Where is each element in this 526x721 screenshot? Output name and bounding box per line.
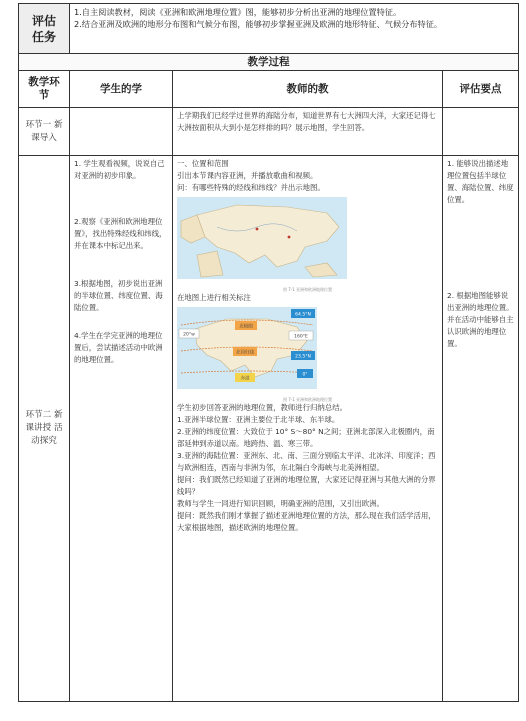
- eval-task-label: [19, 4, 70, 54]
- stage-2-teacher: [173, 156, 443, 702]
- asia-map-1: [177, 197, 347, 279]
- map-1-city-dot: [256, 228, 259, 231]
- stage-1-teacher: 上学期我们已经学过世界的海陆分布，知道世界有七大洲四大洋，大家还记得七大洲按面积从大到小是怎样排的吗？展示地图，学生回答。: [173, 108, 443, 156]
- student-item-1: 1. 学生观看视频，说说自己对亚洲的初步印象。: [74, 159, 165, 180]
- map-2-label-lat2: 23.5°N: [295, 354, 311, 360]
- eval-task-row: [19, 4, 519, 54]
- teacher-line-4: 学生初步回答亚洲的地理位置，教师进行归纳总结。: [177, 403, 347, 412]
- process-title: 教学过程: [19, 54, 519, 71]
- column-header-row: [19, 71, 519, 108]
- stage-1-row: [19, 108, 519, 156]
- stage-1-student: [70, 108, 173, 156]
- header-teacher: 教师的教: [173, 71, 443, 108]
- asia-map-figure-2: [177, 307, 438, 400]
- eval-task-label-text: 评估任务: [31, 13, 56, 44]
- figure-2-caption: 图 7-1 亚洲和欧洲地理位置: [282, 397, 333, 402]
- points-item-1: 1. 能够说出描述地理位置包括半球位置、海陆位置、纬度位置。: [447, 159, 514, 204]
- teacher-line-8: 提问：我们既然已经知道了亚洲的地理位置，大家还记得亚洲与其他大洲的分界线吗？: [177, 475, 436, 496]
- header-points: 评估要点: [443, 71, 519, 108]
- header-stage-text: 教学环节: [28, 76, 60, 101]
- map-2-label-arctic: 北极圈: [239, 324, 253, 330]
- teacher-line-2: 问：有哪些特殊的经线和纬线？并出示地图。: [177, 183, 325, 192]
- stage-2-text: 环节二 新课讲授 活动探究: [25, 410, 63, 446]
- student-item-4: 4.学生在学完亚洲的地理位置后，尝试描述活动中欧洲的地理位置。: [74, 331, 163, 364]
- points-item-2: 2. 根据地图能够说出亚洲的地理位置。并在活动中能够自主认识欧洲的地理位置。: [447, 291, 514, 348]
- student-item-3: 3.根据地图，初步说出亚洲的半球位置、纬度位置、海陆位置。: [74, 279, 163, 312]
- teacher-line-10: 提问：既然我们刚才掌握了描述亚洲地理位置的方法，那么现在我们活学活用，大家根据地图，描述欧洲的地理位置。: [177, 511, 436, 532]
- stage-1-label: [19, 108, 70, 156]
- eval-task-line-1: 1.自主阅读教材，阅读《亚洲和欧洲地理位置》图，能够初步分析出亚洲的地理位置特征。: [74, 7, 402, 17]
- asia-map-figure-1: [177, 197, 438, 290]
- teacher-line-3: 在地图上进行相关标注: [177, 293, 251, 302]
- map-2-label-lon-w: 20°w: [183, 332, 195, 338]
- lesson-plan-table: [18, 3, 519, 702]
- figure-1-caption: 图 7-1 亚洲和欧洲地理位置: [282, 287, 333, 292]
- eval-task-line-2: 2.结合亚洲及欧洲的地形分布图和气候分布图，能够初步掌握亚洲及欧洲的地形特征、气候分布特征。: [74, 19, 443, 29]
- teacher-line-6: 2.亚洲的纬度位置：大致位于 10° S～80° N之间；亚洲北部深入北极圈内，南部延伸到赤道以南。地跨热、温、寒三带。: [177, 427, 435, 448]
- stage-1-text: 环节一 新课导入: [25, 119, 63, 143]
- map-2-label-zero: 0°: [302, 372, 308, 378]
- student-item-2: 2.观察《亚洲和欧洲地理位置》，找出特殊经线和纬线，并在课本中标记出来。: [74, 217, 167, 250]
- eval-task-content: [70, 4, 519, 54]
- map-2-label-tropic: 北回归线: [236, 350, 254, 356]
- map-1-city-dot-2: [288, 236, 291, 239]
- map-2-label-lon-e: 160°E: [294, 334, 308, 340]
- stage-1-points: [443, 108, 519, 156]
- process-title-row: [19, 54, 519, 71]
- teacher-line-9: 教师与学生一同进行知识回顾，明确亚洲的范围，又引出欧洲。: [177, 499, 384, 508]
- teacher-line-1: 引出本节课内容亚洲，并播放歌曲和视频。: [177, 171, 318, 180]
- teacher-line-7: 3.亚洲的海陆位置：亚洲东、北、南、三面分别临太平洋、北冰洋、印度洋；西与欧洲相连，西南与非洲为邻，东北隔白令海峡与北美洲相望。: [177, 451, 436, 472]
- stage-2-label: [19, 156, 70, 702]
- teacher-section-title: 一、位置和范围: [177, 159, 229, 168]
- header-stage: [19, 71, 70, 108]
- header-student: 学生的学: [70, 71, 173, 108]
- teacher-line-5: 1.亚洲半球位置：亚洲主要位于北半球、东半球。: [177, 415, 340, 424]
- stage-2-points: [443, 156, 519, 702]
- map-2-label-lat1: 64.5°N: [295, 312, 311, 318]
- map-2-label-equator: 赤道: [240, 376, 250, 382]
- stage-2-student: [70, 156, 173, 702]
- stage-2-row: [19, 156, 519, 702]
- asia-map-2: [177, 307, 317, 389]
